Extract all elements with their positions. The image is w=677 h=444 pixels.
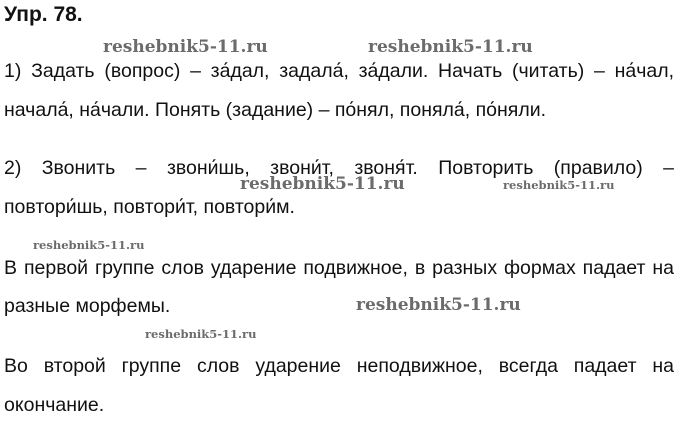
watermark: reshebnik5-11.ru <box>33 238 145 252</box>
conclusion-paragraph-2-line-2: окончание. <box>4 394 105 416</box>
conclusion-paragraph-2-line-1: Во второй группе слов ударение неподвижное, всегда падает на <box>4 355 674 377</box>
answer-paragraph-2-line-2: повтори́шь, повтори́т, повтори́м. <box>4 196 295 218</box>
watermark: reshebnik5-11.ru <box>368 37 533 57</box>
watermark: reshebnik5-11.ru <box>145 327 257 341</box>
watermark: reshebnik5-11.ru <box>240 174 405 194</box>
conclusion-paragraph-1-line-1: В первой группе слов ударение подвижное, в разных формах падает на <box>4 257 674 279</box>
answer-paragraph-1-line-1: 1) Задать (вопрос) – за́дал, задала́, за́дали. Начать (читать) – на́чал, <box>4 60 674 82</box>
exercise-title: Упр. 78. <box>4 3 83 26</box>
watermark: reshebnik5-11.ru <box>103 37 268 57</box>
answer-paragraph-1-line-2: начала́, на́чали. Понять (задание) – по́нял, поняла́, по́няли. <box>4 99 547 121</box>
conclusion-paragraph-1-line-2: разные морфемы. <box>4 295 171 317</box>
answer-paragraph-2-line-1: 2) Звонить – звони́шь, звони́т, звоня́т. Повторить (правило) – <box>4 157 674 179</box>
watermark: reshebnik5-11.ru <box>356 295 521 315</box>
watermark: reshebnik5-11.ru <box>503 178 615 192</box>
